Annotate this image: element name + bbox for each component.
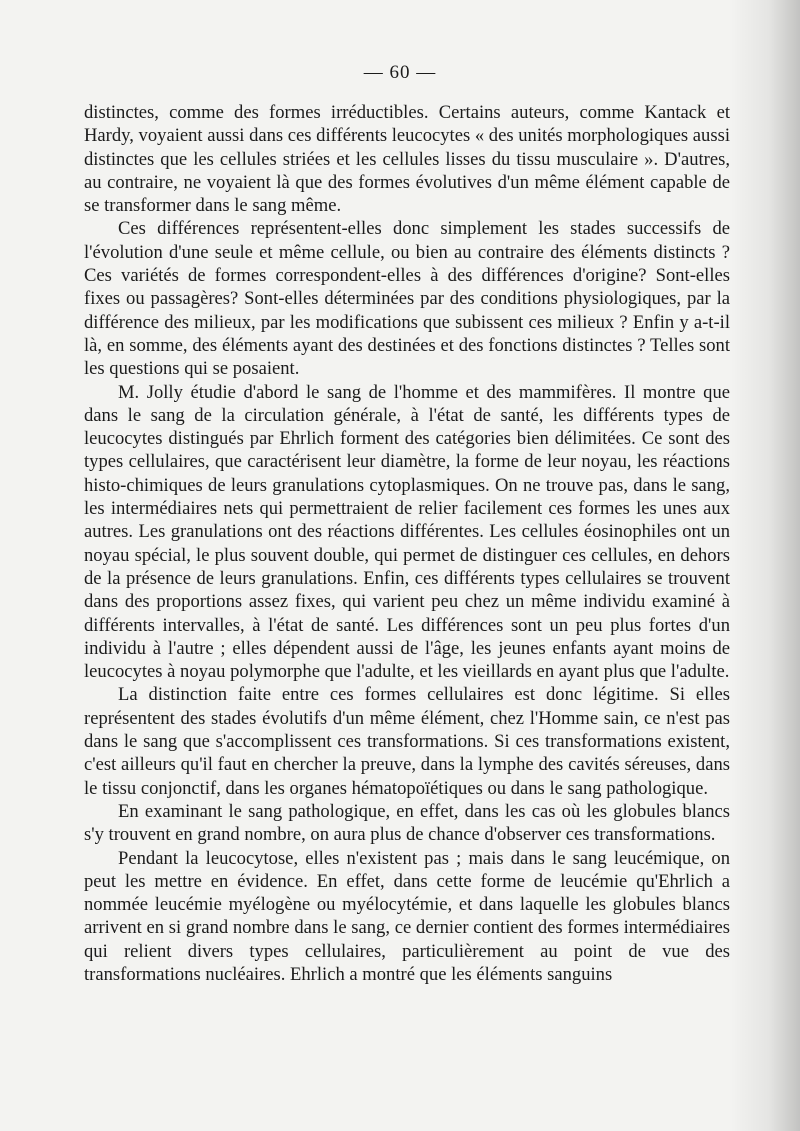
paragraph-5: En examinant le sang pathologique, en effet, dans les cas où les globules blancs s'y trouvent en grand nombre, on aura plus de chance d'observer ces transformations.: [84, 800, 730, 846]
paragraph-6: Pendant la leucocytose, elles n'existent pas ; mais dans le sang leucémique, on peut les mettre en évidence. En effet, dans cette forme de leucémie qu'Ehrlich a nommée leucémie myélogène ou myélocytémie, et dans laquelle les globules blancs arrivent en si grand nombre dans le sang, ce dernier contient des formes intermédiaires qui relient divers types cellulaires, particulièrement au point de vue des transformations nucléaires. Ehrlich a montré que les éléments sanguins: [84, 847, 730, 985]
paragraph-2: Ces différences représentent-elles donc simplement les stades successifs de l'évolution d'une seule et même cellule, ou bien au contraire des éléments distincts ? Ces variétés de formes correspondent-elles à des différences d'origine? Sont-elles fixes ou passagères? Sont-elles déterminées par des conditions physiologiques, par la différence des milieux, par les modifications que subissent ces milieux ? Enfin y a-t-il là, en somme, des éléments ayant des destinées et des fonctions distinctes ? Telles sont les questions qui se posaient.: [84, 218, 730, 380]
paragraph-1: distinctes, comme des formes irréductibles. Certains auteurs, comme Kantack et Hardy, voyaient aussi dans ces différents leucocytes « des unités morphologiques aussi distinctes que les cellules striées et les cellules lisses du tissu musculaire ». D'autres, au contraire, ne voyaient là que des formes évolutives d'un même élément capable de se transformer dans le sang même.: [84, 102, 730, 217]
body-text: [84, 101, 730, 986]
paragraph-4: La distinction faite entre ces formes cellulaires est donc légitime. Si elles représentent des stades évolutifs d'un même élément, chez l'Homme sain, ce n'est pas dans le sang que s'accomplissent ces transformations. Si ces transformations existent, c'est ailleurs qu'il faut en chercher la preuve, dans la lymphe des cavités séreuses, dans le tissu conjonctif, dans les organes hématopoïétiques ou dans le sang pathologique.: [84, 684, 730, 799]
page-edge-shadow: [730, 0, 800, 1131]
paragraph-3: M. Jolly étudie d'abord le sang de l'homme et des mammifères. Il montre que dans le sang de la circulation générale, à l'état de santé, les différents types de leucocytes distingués par Ehrlich forment des catégories bien délimitées. Ce sont des types cellulaires, que caractérisent leur diamètre, la forme de leur noyau, les réactions histo-chimiques de leurs granulations cytoplasmiques. On ne trouve pas, dans le sang, les intermédiaires nets qui permettraient de relier facilement ces formes les unes aux autres. Les granulations ont des réactions différentes. Les cellules éosinophiles ont un noyau spécial, le plus souvent double, qui permet de distinguer ces cellules, en dehors de la présence de leurs granulations. Enfin, ces différents types cellulaires se trouvent dans des proportions assez fixes, qui varient peu chez un même individu examiné à différents intervalles, à l'état de santé. Les différences sont un peu plus fortes d'un individu à l'autre ; elles dépendent aussi de l'âge, les jeunes enfants ayant moins de leucocytes à noyau polymorphe que l'adulte, et les vieillards en ayant plus que l'adulte.: [84, 381, 730, 683]
page-number: — 60 —: [363, 62, 437, 83]
